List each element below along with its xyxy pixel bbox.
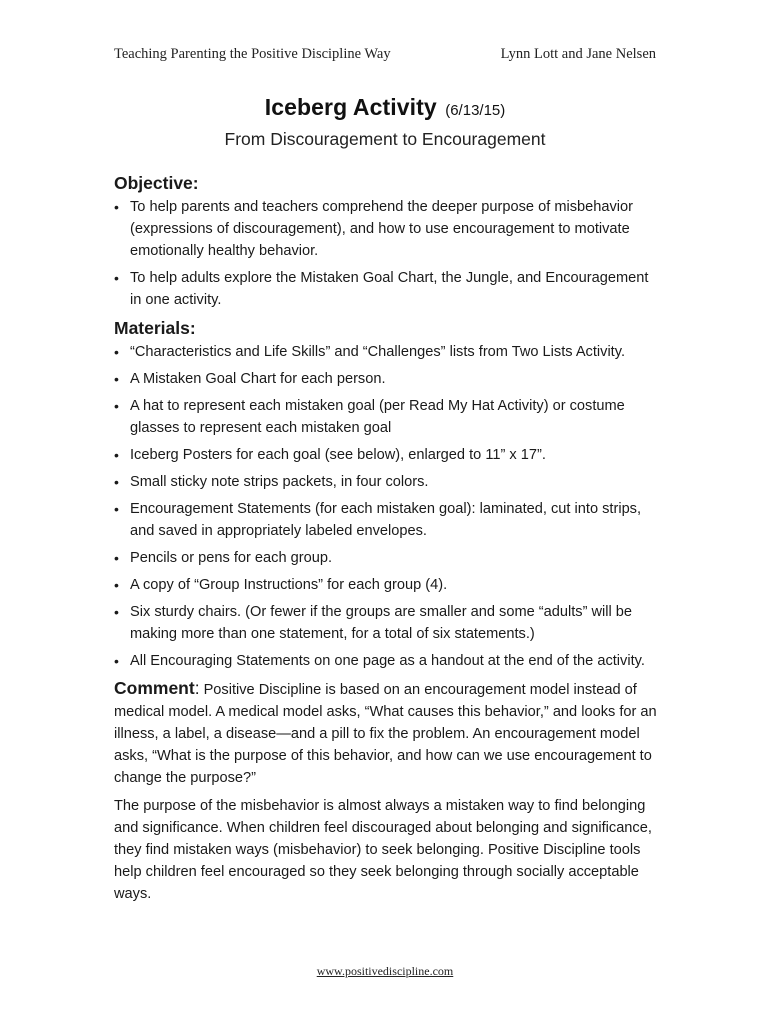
materials-item: • Small sticky note strips packets, in four colors. (114, 471, 659, 493)
materials-item: • All Encouraging Statements on one page as a handout at the end of the activity. (114, 650, 659, 672)
materials-item: • A Mistaken Goal Chart for each person. (114, 368, 659, 390)
objective-item: • To help adults explore the Mistaken Goal Chart, the Jungle, and Encouragement in one activity. (114, 267, 659, 311)
comment-colon: : (194, 678, 200, 698)
document-body (114, 171, 659, 905)
materials-heading: Materials: (114, 318, 196, 338)
title-main: Iceberg Activity (264, 94, 437, 120)
materials-item: • “Characteristics and Life Skills” and “Challenges” lists from Two Lists Activity. (114, 341, 659, 363)
objective-item: • To help parents and teachers comprehend the deeper purpose of misbehavior (expressions of discouragement), and how to use encouragement to motivate emotionally healthy behavior. (114, 196, 659, 262)
materials-item: • A copy of “Group Instructions” for each group (4). (114, 574, 659, 596)
materials-item: • Six sturdy chairs. (Or fewer if the groups are smaller and some “adults” will be making more than one statement, for a total of six statements.) (114, 601, 659, 645)
comment-paragraph (114, 677, 659, 789)
header-book-title: Teaching Parenting the Positive Discipline Way (114, 46, 391, 62)
objective-heading: Objective: (114, 173, 199, 193)
page-subtitle: From Discouragement to Encouragement (224, 129, 546, 149)
title-date: (6/13/15) (445, 102, 506, 119)
materials-list (114, 341, 659, 672)
materials-item: • Iceberg Posters for each goal (see below), enlarged to 11” x 17”. (114, 444, 659, 466)
website-link[interactable]: www.positivediscipline.com (316, 964, 454, 978)
comment-heading: Comment (114, 678, 195, 698)
page-footer (0, 964, 770, 979)
materials-item: • Pencils or pens for each group. (114, 547, 659, 569)
purpose-paragraph: The purpose of the misbehavior is almost always a mistaken way to find belonging and significance. When children feel discouraged about belonging and significance, they find mistaken ways (misbehavior) to seek belonging. Positive Discipline tools help children feel encouraged so they seek belonging through socially acceptable ways. (114, 798, 652, 902)
comment-text: Positive Discipline is based on an encouragement model instead of medical model. A medical model asks, “What causes this behavior,” and looks for an illness, a label, a disease—and a pill to fix the problem. An encouragement model asks, “What is the purpose of this behavior, and how can we use encouragement to change the purpose?” (114, 682, 657, 786)
materials-item: • A hat to represent each mistaken goal (per Read My Hat Activity) or costume glasses to represent each mistaken goal (114, 395, 659, 439)
objective-list (114, 196, 659, 311)
materials-item: • Encouragement Statements (for each mistaken goal): laminated, cut into strips, and saved in appropriately labeled envelopes. (114, 498, 659, 542)
page-title (0, 94, 770, 121)
header-authors: Lynn Lott and Jane Nelsen (500, 46, 656, 62)
